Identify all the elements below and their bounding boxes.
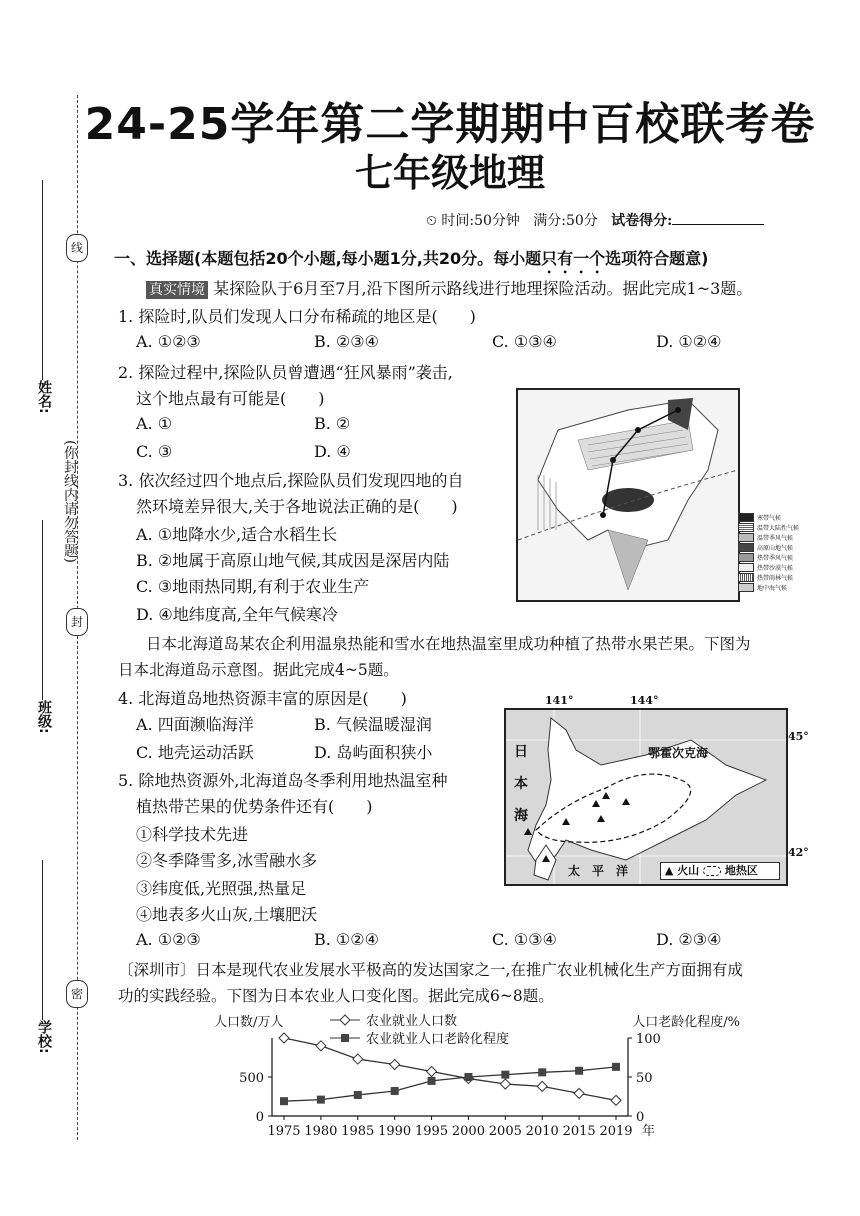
- hokkaido-map: [504, 708, 788, 886]
- section-heading: [114, 246, 708, 277]
- q4-option-b[interactable]: B. 气候温暖湿润: [314, 715, 432, 734]
- series-line-1: [284, 1038, 616, 1100]
- page-title: 24-25学年第二学期期中百校联考卷: [84, 99, 816, 150]
- q4-option-d[interactable]: D. 岛屿面积狭小: [314, 743, 433, 762]
- context-1: [146, 276, 752, 299]
- data-point-square: [501, 1071, 509, 1079]
- legend-item: 热带季风气候: [738, 552, 804, 562]
- q5-option-a[interactable]: A. ①②③: [136, 930, 201, 949]
- series-line-2: [284, 1067, 616, 1101]
- data-point-diamond: [537, 1081, 547, 1091]
- name-label: 姓名:: [36, 380, 52, 414]
- class-label: 班级:: [36, 700, 52, 734]
- section-heading-b: 选项符合题意): [605, 249, 709, 268]
- q5-item-1: ①科学技术先进: [136, 825, 249, 844]
- data-point-diamond: [279, 1033, 289, 1043]
- q3-option-a[interactable]: A. ①地降水少,适合水稻生长: [136, 525, 338, 544]
- context-1-text: 某探险队于6月至7月,沿下图所示路线进行地理探险活动。据此完成1~3题。: [213, 279, 753, 298]
- section-heading-a: 一、选择题(本题包括20个小题,每小题1分,共20分。每小题: [114, 249, 542, 268]
- q5-option-d[interactable]: D. ②③④: [656, 930, 722, 949]
- y-tick-label-left: 500: [239, 1071, 264, 1086]
- y-tick-label-right: 0: [636, 1110, 645, 1125]
- legend-label-1: 农业就业人口数: [366, 1014, 458, 1029]
- x-tick-label: 1975: [267, 1124, 301, 1139]
- data-point-square: [354, 1091, 362, 1099]
- score-label: 试卷得分:: [611, 213, 673, 229]
- clock-icon: ⏲: [426, 213, 437, 229]
- q4-option-c[interactable]: C. 地壳运动活跃: [136, 743, 254, 762]
- y-tick-label-right: 100: [636, 1032, 661, 1047]
- asia-climate-map: [516, 388, 740, 602]
- question-3: 3. 依次经过四个地点后,探险队员们发现四地的自: [118, 471, 464, 490]
- binding-mark-line: 线: [66, 234, 88, 262]
- q1-option-c[interactable]: C. ①③④: [492, 332, 557, 351]
- legend-item: 地中海气候: [738, 582, 804, 592]
- lon-label-141: 141°: [545, 694, 574, 707]
- page-subtitle: 七年级地理: [354, 151, 545, 195]
- question-1: 1. 探险时,队员们发现人口分布稀疏的地区是( ): [118, 307, 476, 326]
- question-2: 2. 探险过程中,探险队员曾遭遇“狂风暴雨”袭击,: [118, 363, 453, 382]
- binding-mark-seal: 封: [66, 608, 88, 636]
- class-field[interactable]: [42, 520, 43, 700]
- geothermal-legend-label: 地热区: [724, 864, 758, 877]
- data-point-square: [391, 1087, 399, 1095]
- context-2-line1: 日本北海道岛某农企利用温泉热能和雪水在地热温室里成功种植了热带水果芒果。下图为: [146, 635, 751, 653]
- pacific-label: 太 平 洋: [568, 864, 629, 878]
- asia-map-legend: [738, 512, 804, 592]
- y-axis-right-label: 人口老龄化程度/%: [632, 1015, 740, 1030]
- q1-option-a[interactable]: A. ①②③: [136, 332, 201, 351]
- data-point-square: [280, 1097, 288, 1105]
- data-point-square: [317, 1096, 325, 1104]
- q2-option-d[interactable]: D. ④: [314, 442, 351, 461]
- legend-item: 温带季风气候: [738, 532, 804, 542]
- school-label: 学校:: [36, 1020, 52, 1054]
- q2-option-b[interactable]: B. ②: [314, 414, 351, 433]
- x-tick-label: 2019: [599, 1124, 633, 1139]
- q3-option-d[interactable]: D. ④地纬度高,全年气候寒冷: [136, 605, 338, 624]
- asia-map-drawing: [518, 390, 738, 600]
- question-5: 5. 除地热资源外,北海道岛冬季利用地热温室种: [118, 771, 448, 790]
- legend-marker-square: [341, 1034, 349, 1042]
- score-field[interactable]: [672, 224, 764, 225]
- q2-option-c[interactable]: C. ③: [136, 442, 173, 461]
- x-tick-label: 2010: [525, 1124, 559, 1139]
- legend-item: 高原山地气候: [738, 542, 804, 552]
- context-2-line2: 日本北海道岛示意图。据此完成4~5题。: [118, 661, 399, 679]
- hokkaido-legend: [660, 862, 780, 880]
- agri-population-chart: [200, 1008, 740, 1148]
- q2-option-a[interactable]: A. ①: [136, 414, 173, 433]
- data-point-diamond: [316, 1041, 326, 1051]
- q5-item-3: ③纬度低,光照强,热量足: [136, 879, 307, 898]
- y-tick-label-right: 50: [636, 1071, 653, 1086]
- volcano-legend-label: 火山: [677, 864, 700, 877]
- context-tag: 真实情境: [146, 281, 208, 299]
- name-field[interactable]: [42, 180, 43, 380]
- q5-item-2: ②冬季降雪多,冰雪融水多: [136, 851, 318, 870]
- exam-full-score: 满分:50分: [533, 213, 598, 229]
- school-field[interactable]: [42, 860, 43, 1020]
- x-unit-label: 年: [642, 1124, 656, 1139]
- data-point-diamond: [353, 1054, 363, 1064]
- q5-option-b[interactable]: B. ①②④: [314, 930, 379, 949]
- legend-item: 热带雨林气候: [738, 572, 804, 582]
- y-axis-left-label: 人口数/万人: [214, 1015, 284, 1030]
- x-tick-label: 2015: [562, 1124, 596, 1139]
- data-point-square: [464, 1073, 472, 1081]
- q4-option-a[interactable]: A. 四面濒临海洋: [136, 715, 254, 734]
- q1-option-d[interactable]: D. ①②④: [656, 332, 722, 351]
- legend-item: 寒带气候: [738, 512, 804, 522]
- lon-label-144: 144°: [630, 694, 659, 707]
- volcano-icon: ▲: [661, 864, 674, 877]
- binding-notice: (你封线内请勿答题): [62, 440, 78, 563]
- legend-marker-diamond: [340, 1015, 350, 1025]
- section-heading-emph: 只有一个: [541, 249, 606, 268]
- lat-label-42: 42°: [788, 846, 809, 859]
- x-tick-label: 1985: [341, 1124, 375, 1139]
- x-tick-label: 1980: [304, 1124, 338, 1139]
- lat-label-45: 45°: [788, 730, 809, 743]
- data-point-square: [575, 1067, 583, 1075]
- question-5-cont: 植热带芒果的优势条件还有( ): [136, 797, 373, 816]
- legend-item: 热带沙漠气候: [738, 562, 804, 572]
- question-4: 4. 北海道岛地热资源丰富的原因是( ): [118, 689, 407, 708]
- data-point-diamond: [427, 1067, 437, 1077]
- data-point-diamond: [500, 1079, 510, 1089]
- data-point-diamond: [574, 1088, 584, 1098]
- q3-option-b[interactable]: B. ②地属于高原山地气候,其成因是深居内陆: [136, 551, 450, 570]
- legend-item: 温带大陆性气候: [738, 522, 804, 532]
- data-point-square: [428, 1077, 436, 1085]
- q5-item-4: ④地表多火山灰,土壤肥沃: [136, 905, 318, 924]
- data-point-diamond: [611, 1095, 621, 1105]
- hokkaido-map-drawing: [506, 710, 786, 884]
- binding-mark-secret: 密: [66, 980, 88, 1008]
- x-tick-label: 2000: [451, 1124, 485, 1139]
- x-tick-label: 1995: [415, 1124, 449, 1139]
- exam-meta: [426, 210, 764, 230]
- sea-japan-label: 日本海: [514, 744, 528, 824]
- question-3-cont: 然环境差异很大,关于各地说法正确的是( ): [136, 497, 458, 516]
- q3-option-c[interactable]: C. ③地雨热同期,有利于农业生产: [136, 577, 370, 596]
- exam-time: 时间:50分钟: [441, 213, 520, 229]
- x-tick-label: 1990: [378, 1124, 412, 1139]
- y-tick-label-left: 0: [255, 1110, 264, 1125]
- data-point-square: [538, 1068, 546, 1076]
- context-3-line2: 功的实践经验。下图为日本农业人口变化图。据此完成6~8题。: [118, 987, 554, 1005]
- okhotsk-label: 鄂霍次克海: [648, 746, 709, 760]
- q5-option-c[interactable]: C. ①③④: [492, 930, 557, 949]
- question-2-cont: 这个地点最有可能是( ): [136, 389, 325, 408]
- q1-option-b[interactable]: B. ②③④: [314, 332, 379, 351]
- context-3-line1: 〔深圳市〕日本是现代农业发展水平极高的发达国家之一,在推广农业机械化生产方面拥有成: [118, 961, 743, 979]
- geothermal-icon: [703, 866, 721, 876]
- legend-label-2: 农业就业人口老龄化程度: [366, 1032, 510, 1047]
- x-tick-label: 2005: [488, 1124, 522, 1139]
- data-point-diamond: [390, 1060, 400, 1070]
- data-point-square: [612, 1063, 620, 1071]
